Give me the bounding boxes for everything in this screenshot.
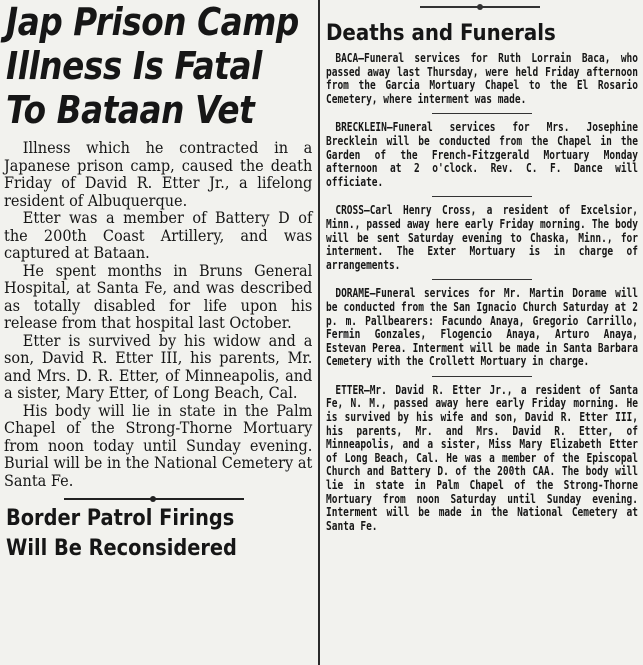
notice-divider [432, 196, 532, 197]
article-body [4, 140, 314, 490]
headline-line-1: Jap Prison Camp [6, 0, 299, 44]
notice-baca [326, 52, 638, 106]
section-heading: Deaths and Funerals [326, 21, 556, 46]
notice-brecklein [326, 121, 638, 189]
notice-text: —Funeral services for Mr. Martin Dorame will be conducted from the San Ignacio Church Saturday at 2 p. m. Pallbearers: Facundo Anaya, Gregorio Carrillo, Fermin Gonzales, Flogencio Anaya, Arturo Anaya, Estevan Perea. Interment will be made in Santa Barbara Cemetery with the Crollett Mortuary in charge. [326, 286, 638, 369]
notice-text: —Funeral services for Ruth Lorrain Baca, who passed away last Thursday, were held Friday afternoon from the Garcia Mortuary Chapel to the El Rosario Cemetery, where interment was made. [326, 51, 638, 106]
notice-divider [432, 376, 532, 377]
notice-dorame [326, 287, 638, 369]
left-column [4, 0, 314, 562]
article-paragraph: Etter is survived by his widow and a son, David R. Etter III, his parents, Mr. and Mrs. D. R. Etter, of Minneapolis, and a sister, Mary Etter, of Long Beach, Cal. [4, 331, 313, 402]
notice-text: —Mr. David R. Etter Jr., a resident of Santa Fe, N. M., passed away here early Friday morning. He is survived by his wife and son, David R. Etter III, his parents, Mr. and Mrs. David R. Etter, of Minneapolis, and a sister, Miss Mary Elizabeth Etter of Long Beach, Cal. He was a member of the Episcopal Church and Battery D. of the 200th CAA. The body will lie in state in Palm Chapel of the Strong-Thorne Mortuary from noon Saturday until Sunday evening. Interment will be made in the National Cemetery at Santa Fe. [326, 382, 638, 533]
notice-divider [432, 279, 532, 280]
article-paragraph: Etter was a member of Battery D of the 200th Coast Artillery, and was captured at Bataan. [4, 209, 313, 262]
article-paragraph: He spent months in Bruns General Hospital, at Santa Fe, and was described as totally disabled for life upon his release from that hospital last October. [4, 261, 313, 332]
column-rule [318, 0, 320, 665]
article-paragraph: Illness which he contracted in a Japanese prison camp, caused the death Friday of David R. Etter Jr., a lifelong resident of Albuquerque. [4, 139, 313, 210]
notice-divider [432, 113, 532, 114]
notice-etter [326, 384, 638, 534]
notice-name: CROSS [335, 203, 364, 218]
section-divider [64, 498, 244, 500]
notice-text: —Carl Henry Cross, a resident of Excelsior, Minn., passed away here early Friday morning. The body will be sent Saturday evening to Chaska, Minn., for interment. The Exter Mortuary is in charge of arrangements. [326, 203, 638, 272]
headline-line-2: Illness Is Fatal [6, 44, 262, 88]
notice-name: DORAME [335, 286, 370, 301]
second-headline-line-2: Will Be Reconsidered [6, 536, 237, 561]
notice-name: BACA [335, 51, 359, 65]
notice-text: —Funeral services for Mrs. Josephine Brecklein will be conducted from the Chapel in the Garden of the French-Fitzgerald Mortuary Monday afternoon at 2 o'clock. Rev. C. F. Dance will officiate. [326, 120, 638, 189]
right-column [326, 0, 638, 533]
notice-name: BRECKLEIN [335, 120, 387, 135]
second-headline-line-1: Border Patrol Firings [6, 506, 235, 531]
article-paragraph: His body will lie in state in the Palm Chapel of the Strong-Thorne Mortuary from noon today until Sunday evening. Burial will be in the National Cemetery at Santa Fe. [4, 401, 313, 490]
notice-name: ETTER [335, 382, 364, 397]
headline-line-3: To Bataan Vet [6, 88, 255, 132]
notice-cross [326, 204, 638, 272]
